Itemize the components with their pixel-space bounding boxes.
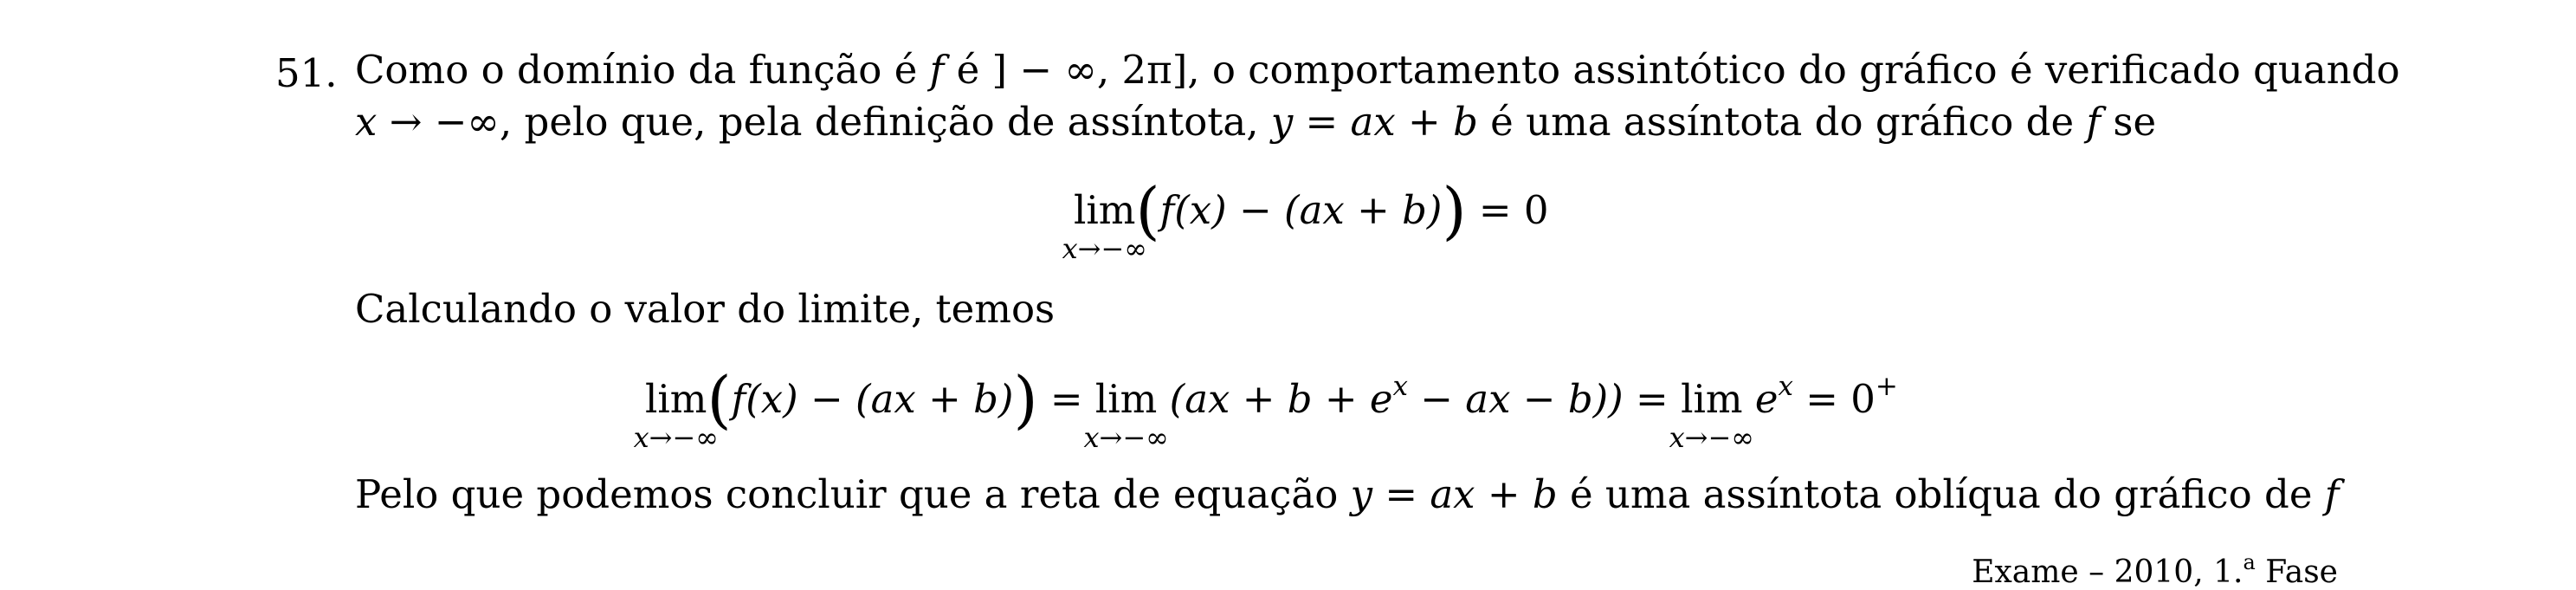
limit-equation-2: lim x→−∞ (f(x) − (ax + b)) = lim x→−∞ ($ax + b + e^x$ − ax − b)) = lim x→−∞ $e^x = 0^+$ <box>633 363 1898 454</box>
exam-source: Exame – 2010, 1.$^a$ Fase <box>1972 550 2338 590</box>
paragraph-conclusion: Pelo que podemos concluir que a reta de equação y = ax + b é uma assíntota oblíqua do gráfico de f <box>355 471 2340 517</box>
exercise-number: 51. <box>275 50 338 96</box>
domain-interval: ] − ∞, 2π] <box>991 47 1188 93</box>
limit-operator: lim x→−∞ <box>633 376 719 454</box>
paragraph-calculating: Calculando o valor do limite, temos <box>355 286 1056 332</box>
asymptote-equation: y = ax + b <box>1270 99 1478 145</box>
asymptote-equation: y = ax + b <box>1350 471 1558 517</box>
limit-operator: lim x→−∞ <box>1062 187 1147 265</box>
paragraph-line-1: Como o domínio da função é f é ] − ∞, 2π], o comportamento assintótico do gráfico é verificado quando <box>355 47 2400 93</box>
limit-equation-1: lim x→−∞ (f(x) − (ax + b)) = 0 <box>1062 174 1549 265</box>
limit-operator: lim x→−∞ <box>1669 376 1754 454</box>
limit-operator: lim x→−∞ <box>1083 376 1169 454</box>
paragraph-line-2: x → −∞, pelo que, pela definição de assíntota, y = ax + b é uma assíntota do gráfico de f se <box>355 99 2157 145</box>
